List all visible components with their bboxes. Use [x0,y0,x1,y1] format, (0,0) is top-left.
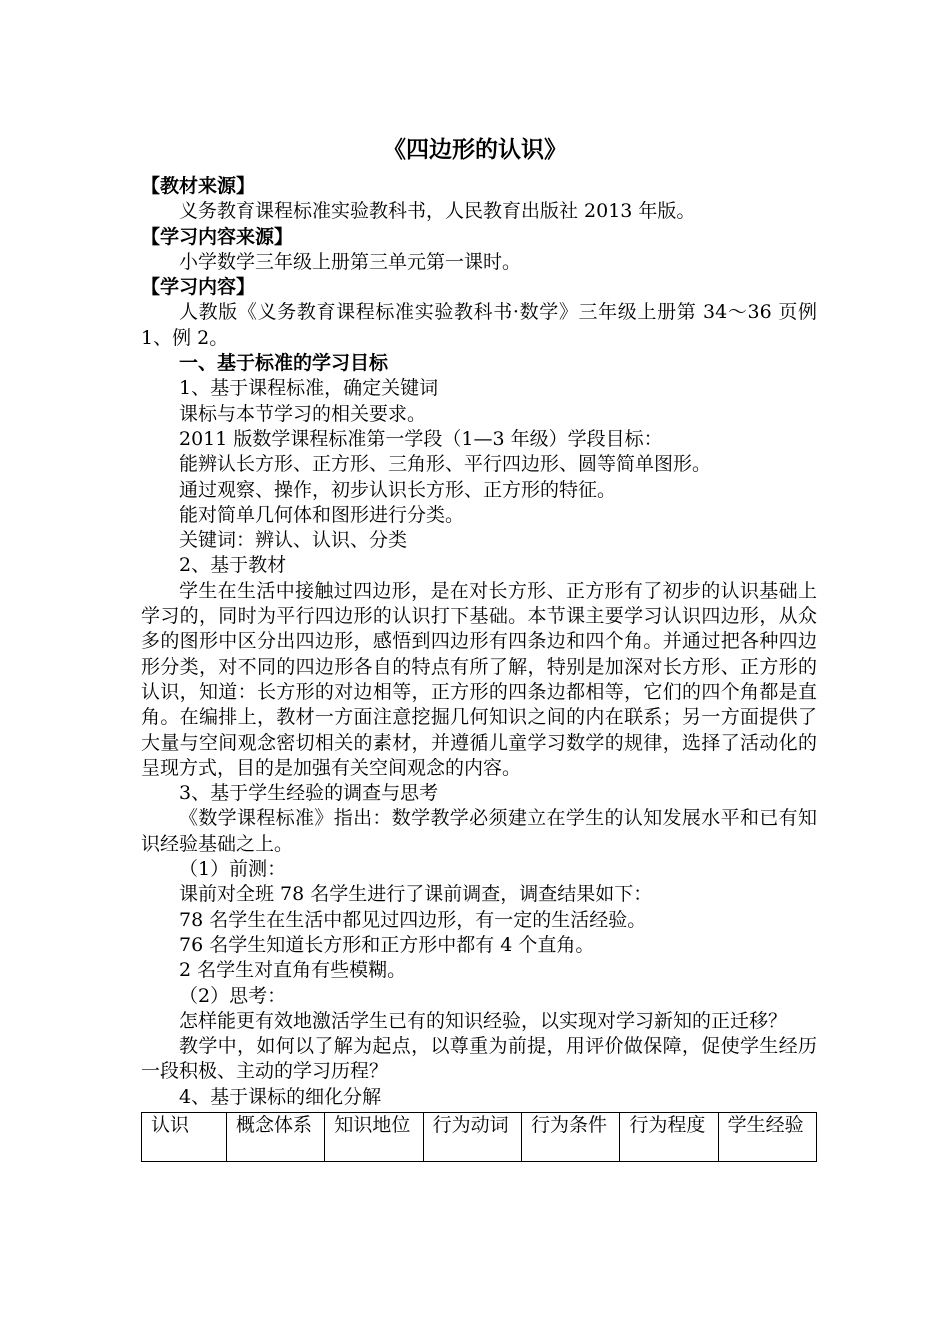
table-header-cell: 行为程度 [620,1112,718,1161]
line-item: 2、基于教材 [179,554,287,577]
table-header-cell: 学生经验 [718,1112,816,1161]
paragraph-standard: 《数学课程标准》指出：数学教学必须建立在学生的认知发展水平和已有知识经验基础之上。 [141,807,817,855]
pretest-line: 课前对全班 78 名学生进行了课前调查，调查结果如下： [179,883,653,906]
section-text-content: 人教版《义务教育课程标准实验教科书·数学》三年级上册第 34～36 页例 1、例 2。 [141,301,817,349]
line-item: 能对简单几何体和图形进行分类。 [179,503,465,526]
document-title: 《四边形的认识》 [383,136,567,163]
line-item: 1、基于课程标准，确定关键词 [179,377,439,400]
item-4: 4、基于课标的细化分解 [179,1085,382,1108]
pretest-line: 2 名学生对直角有些模糊。 [179,959,407,982]
table-header-cell: 行为动词 [423,1112,521,1161]
pretest-label: （1）前测： [179,858,287,881]
section-text-content-source: 小学数学三年级上册第三单元第一课时。 [179,250,522,273]
pretest-line: 76 名学生知道长方形和正方形中都有 4 个直角。 [179,933,595,956]
table-header-cell: 概念体系 [227,1112,325,1161]
pretest-line: 78 名学生在生活中都见过四边形，有一定的生活经验。 [179,908,647,931]
table-header-cell: 认识 [142,1112,227,1161]
think-paragraph-1: 怎样能更有效地激活学生已有的知识经验，以实现对学习新知的正迁移？ [179,1009,788,1032]
line-item: 能辨认长方形、正方形、三角形、平行四边形、圆等简单图形。 [179,453,712,476]
table-header-cell: 行为条件 [521,1112,619,1161]
document-body [141,174,817,1162]
line-item: 关键词：辨认、认识、分类 [179,529,408,552]
section-heading-content: 【学习内容】 [141,276,256,299]
think-paragraph-2: 教学中，如何以了解为起点，以尊重为前提，用评价做保障，促使学生经历一段积极、主动的学习历程？ [141,1035,817,1083]
section-text-source: 义务教育课程标准实验教科书，人民教育出版社 2013 年版。 [179,200,696,223]
paragraph-textbook: 学生在生活中接触过四边形，是在对长方形、正方形有了初步的认识基础上学习的，同时为平行四边形的认识打下基础。本节课主要学习认识四边形，从众多的图形中区分出四边形，感悟到四边形有四条边和四个角。并通过把各种四边形分类，对不同的四边形各自的特点有所了解，特别是加深对长方形、正方形的认识，知道：长方形的对边相等，正方形的四条边都相等，它们的四个角都是直角。在编排上，教材一方面注意挖掘几何知识之间的内在联系；另一方面提供了大量与空间观念密切相关的素材，并遵循儿童学习数学的规律，选择了活动化的呈现方式，目的是加强有关空间观念的内容。 [141,579,817,779]
table-header-row [142,1112,817,1161]
section-heading-source: 【教材来源】 [141,175,256,197]
item-3: 3、基于学生经验的调查与思考 [179,782,439,805]
part1-heading: 一、基于标准的学习目标 [179,352,389,375]
table-header-cell: 知识地位 [325,1112,423,1161]
section-heading-content-source: 【学习内容来源】 [141,225,294,248]
breakdown-table [141,1112,817,1162]
line-item: 通过观察、操作，初步认识长方形、正方形的特征。 [179,478,617,501]
think-label: （2）思考： [179,984,287,1007]
line-item: 2011 版数学课程标准第一学段（1—3 年级）学段目标： [179,427,663,450]
line-item: 课标与本节学习的相关要求。 [179,402,427,425]
